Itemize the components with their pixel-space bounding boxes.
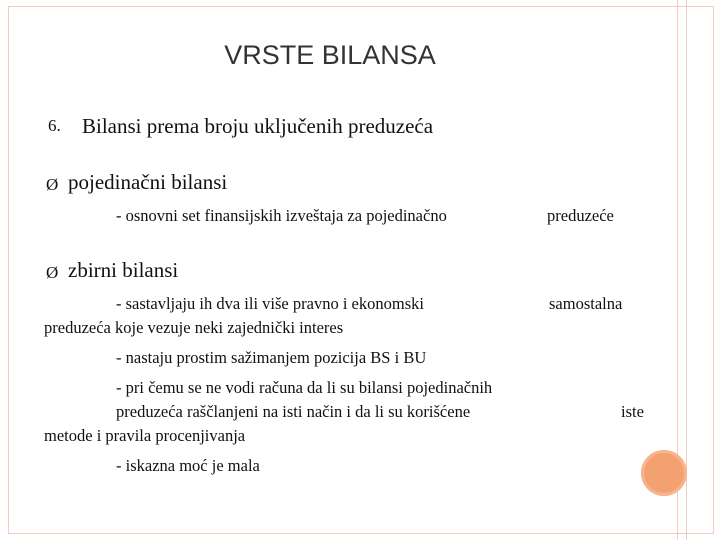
item1-line1: - osnovni set finansijskih izveštaja za pojedinačno	[116, 206, 447, 225]
item1-line1-end: preduzeće	[547, 206, 614, 225]
section-number: 6.	[48, 116, 61, 135]
decorative-circle	[641, 450, 687, 496]
item2-line3: - nastaju prostim sažimanjem pozicija BS i BU	[116, 348, 427, 367]
item-heading-individual: pojedinačni bilansi	[68, 170, 228, 194]
bullet-arrow-icon: Ø	[46, 175, 59, 194]
bullet-arrow-icon: Ø	[46, 263, 59, 282]
slide-title: VRSTE BILANSA	[224, 40, 436, 70]
item2-line1: - sastavljaju ih dva ili više pravno i ekonomski	[116, 294, 424, 313]
item2-line4: - pri čemu se ne vodi računa da li su bilansi pojedinačnih	[116, 378, 493, 397]
item2-line5: preduzeća raščlanjeni na isti način i da li su korišćene	[116, 402, 471, 421]
item2-line1-end: samostalna	[549, 294, 623, 313]
item2-line6: metode i pravila procenjivanja	[44, 426, 246, 445]
section-heading: Bilansi prema broju uključenih preduzeća	[82, 114, 434, 138]
item-heading-consolidated: zbirni bilansi	[68, 258, 179, 282]
item2-line2: preduzeća koje vezuje neki zajednički interes	[44, 318, 344, 337]
item2-line7: - iskazna moć je mala	[116, 456, 260, 475]
item2-line5-end: iste	[621, 402, 644, 421]
